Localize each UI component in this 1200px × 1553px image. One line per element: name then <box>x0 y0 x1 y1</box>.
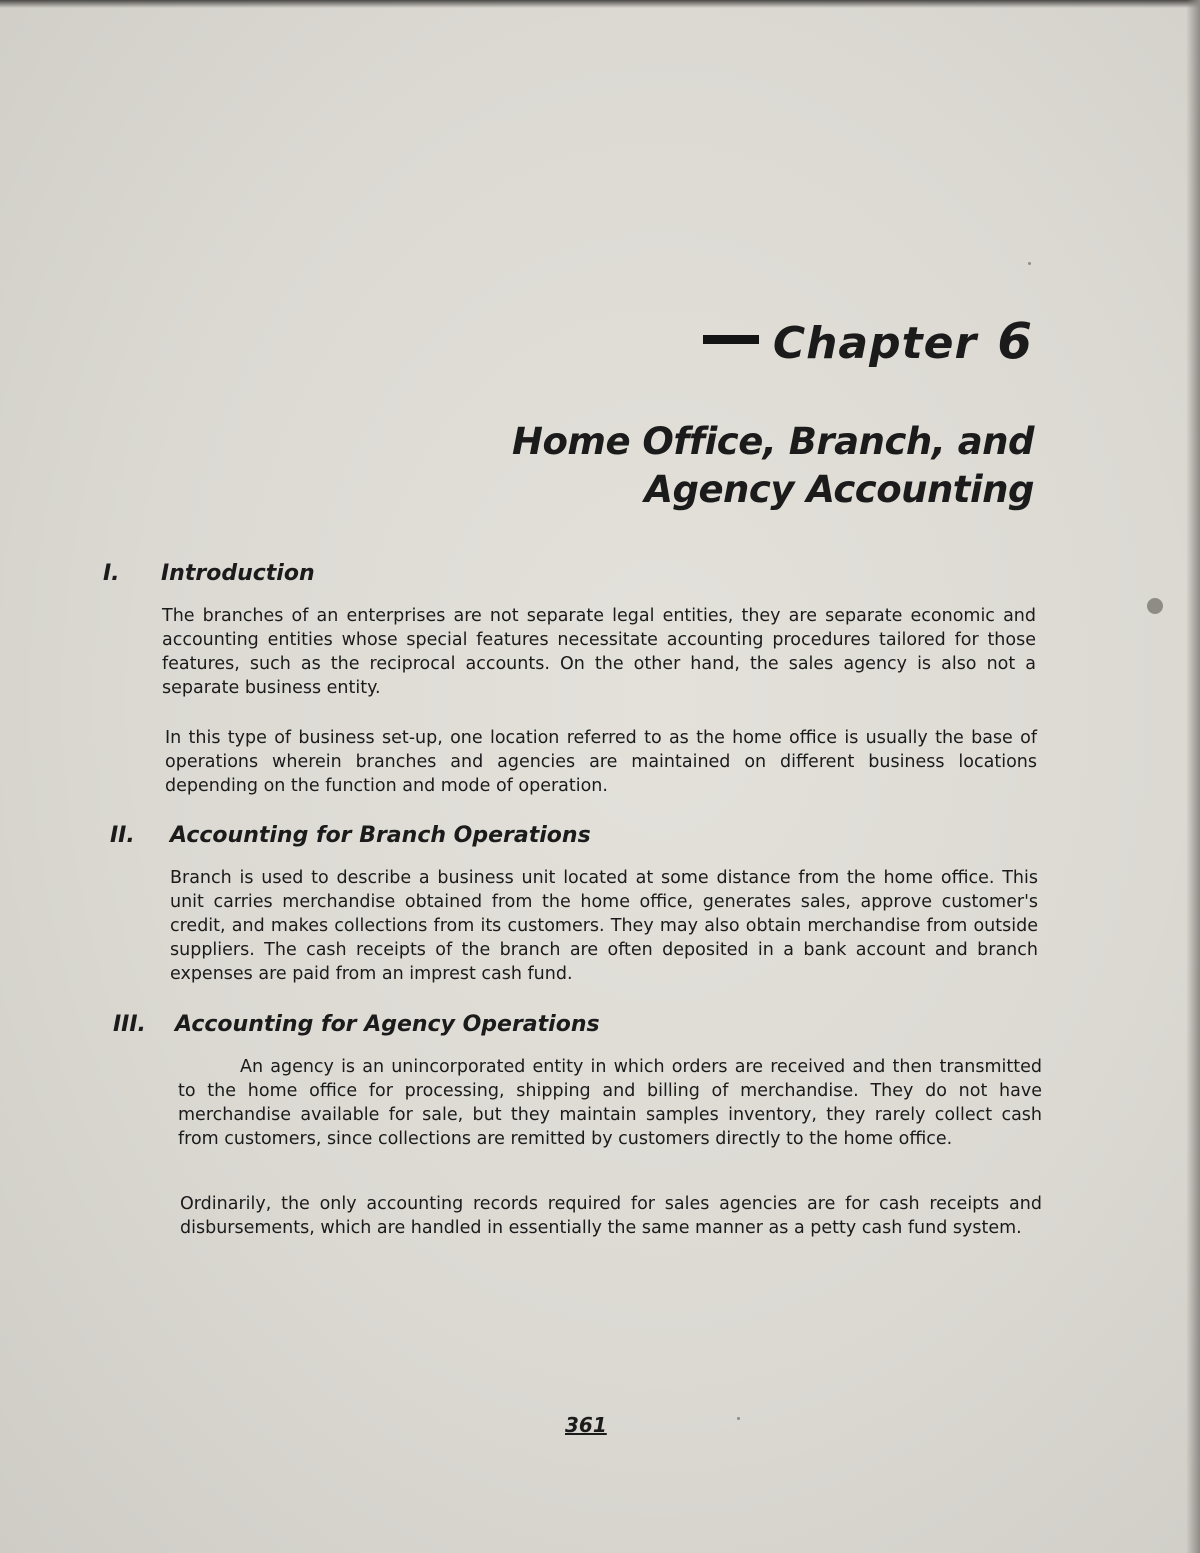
section-numeral: III. <box>113 1012 146 1037</box>
section-title: Accounting for Agency Operations <box>175 1012 600 1037</box>
branch-operations-paragraph: Branch is used to describe a business unit located at some distance from the home office. This unit carries merchandise obtained from the home office, generates sales, approve customer's credit, and makes collections from its customers. They may also obtain merchandise from outside suppliers. The cash receipts of the branch are often deposited in a bank account and branch expenses are paid from an imprest cash fund. <box>170 868 1038 984</box>
agency-operations-paragraph-1: An agency is an unincorporated entity in which orders are received and then transmitted to the home office for processing, shipping and billing of merchandise. They do not have merchandise available for sale, but they maintain samples inventory, they rarely collect cash from customers, since collections are remitted by customers directly to the home office. <box>178 1057 1042 1149</box>
section-heading-agency-operations <box>113 1012 600 1037</box>
section-title: Accounting for Branch Operations <box>170 823 591 848</box>
chapter-title-line-2: Agency Accounting <box>644 468 1034 511</box>
chapter-word: Chapter <box>772 318 978 369</box>
chapter-number: 6 <box>997 312 1032 370</box>
scan-speck <box>1028 262 1031 265</box>
scan-right-edge <box>1186 0 1200 1553</box>
chapter-dash <box>703 335 759 344</box>
scan-speck <box>737 1417 740 1420</box>
scan-speck <box>1147 598 1163 614</box>
page-number: 361 <box>565 1413 607 1437</box>
section-title: Introduction <box>161 561 315 586</box>
introduction-paragraph-1: The branches of an enterprises are not separate legal entities, they are separate economic and accounting entities whose special features necessitate accounting procedures tailored for those features, such as the reciprocal accounts. On the other hand, the sales agency is also not a separate business entity. <box>162 606 1036 698</box>
section-numeral: I. <box>103 561 120 586</box>
section-numeral: II. <box>110 823 135 848</box>
agency-operations-paragraph-2: Ordinarily, the only accounting records required for sales agencies are for cash receipts and disbursements, which are handled in essentially the same manner as a petty cash fund system. <box>180 1194 1042 1238</box>
chapter-heading <box>703 312 1032 370</box>
introduction-paragraph-2: In this type of business set-up, one location referred to as the home office is usually the base of operations wherein branches and agencies are maintained on different business locations depending on the function and mode of operation. <box>165 728 1037 796</box>
chapter-title-line-1: Home Office, Branch, and <box>512 420 1034 463</box>
section-heading-introduction <box>103 561 315 586</box>
chapter-title <box>512 418 1034 514</box>
scan-top-edge <box>0 0 1200 8</box>
section-heading-branch-operations <box>110 823 591 848</box>
